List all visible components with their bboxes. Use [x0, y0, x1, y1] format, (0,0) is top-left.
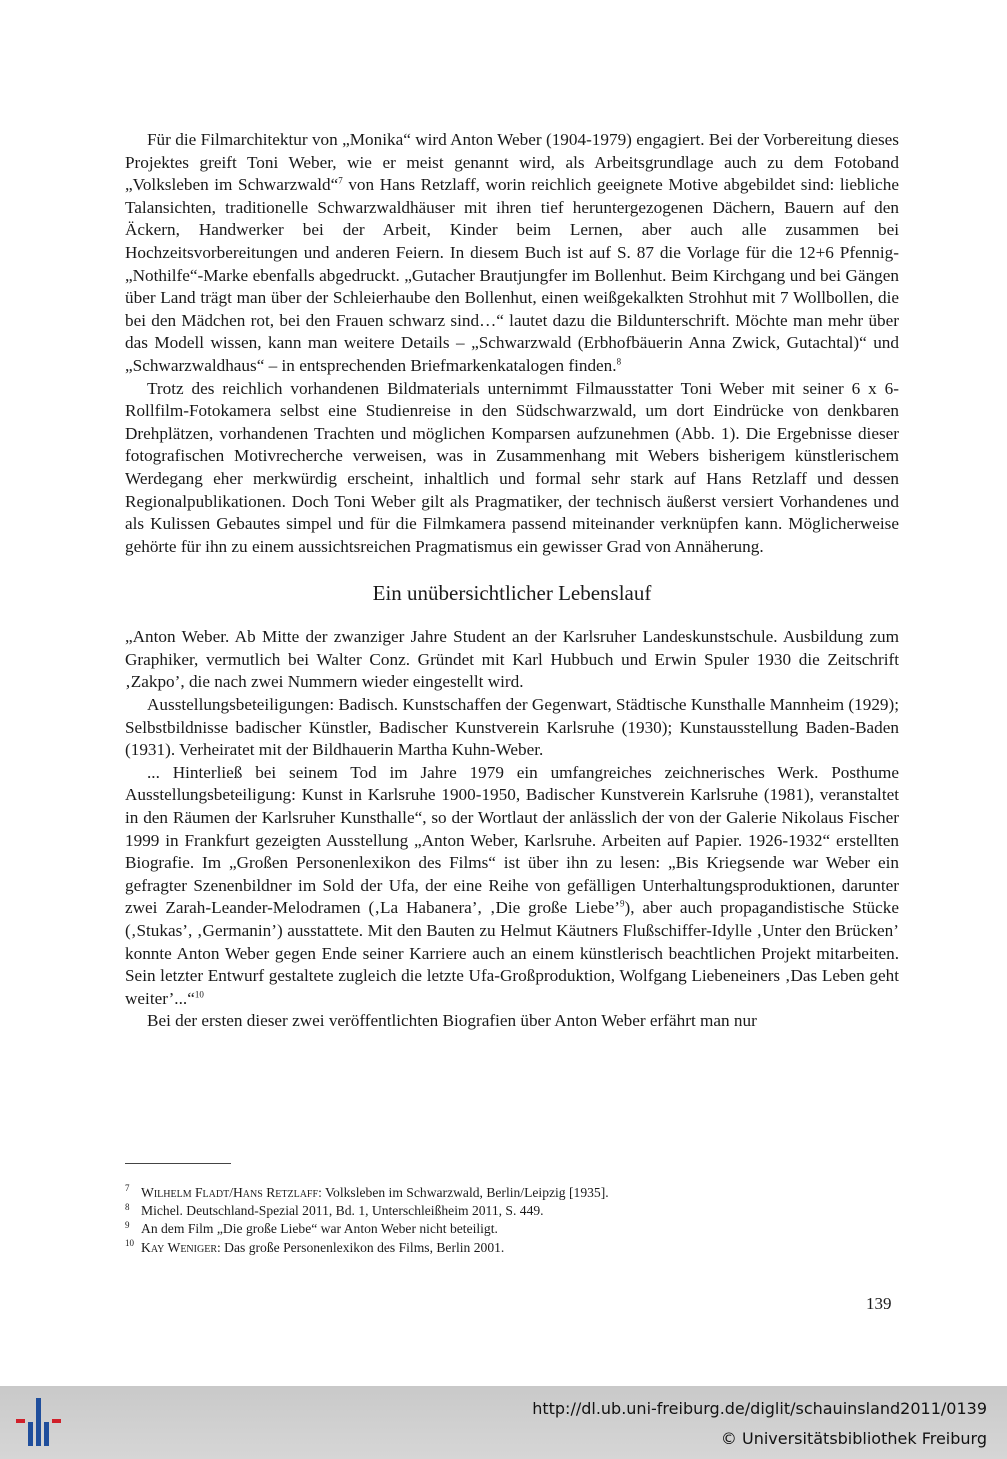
footnote-ref[interactable]: 10 — [194, 989, 204, 1000]
copyright-text: © Universitätsbibliothek Freiburg — [720, 1429, 987, 1448]
footnote: 7 Wilhelm Fladt/Hans Retzlaff: Volksleben im Schwarzwald, Berlin/Leipzig [1935]. — [125, 1183, 609, 1200]
footnote-ref[interactable]: 7 — [338, 175, 343, 186]
footnote-author: Kay Weniger — [141, 1239, 217, 1255]
paragraph: Bei der ersten dieser zwei veröffentlichten Biografien über Anton Weber erfährt man nur — [147, 1011, 757, 1031]
page-body — [125, 129, 899, 1033]
footnote-ref[interactable]: 8 — [616, 356, 622, 367]
paragraph — [125, 129, 899, 378]
footnote-text: An dem Film „Die große Liebe“ war Anton Weber nicht beteiligt. — [141, 1221, 498, 1237]
footnote: 9 An dem Film „Die große Liebe“ war Anton Weber nicht beteiligt. — [125, 1219, 498, 1237]
paragraph-text: ), aber auch propagandistische Stücke (‚Stukas’, ‚Germanin’) ausstattete. Mit den Bauten zu Helmut Käutners Flußschiffer-Idylle ‚Unter den Brücken’ konnte Anton Weber gegen Ende seiner Karriere auch an einem künstlerisch beachtlichen Projekt mitarbeiten. Sein letzter Entwurf gestaltete zugleich die letzte Ufa-Großproduktion, Wolfgang Liebeneiners ‚Das Leben geht weiter’...“ — [125, 898, 899, 1008]
footnotes — [125, 1184, 899, 1257]
section-heading: Ein unübersichtlicher Lebenslauf — [372, 581, 652, 606]
footnote-text: : Das große Personenlexikon des Films, Berlin 2001. — [217, 1239, 505, 1255]
footer-bar — [0, 1386, 1007, 1459]
footnote-text: Michel. Deutschland-Spezial 2011, Bd. 1, Unterschleißheim 2011, S. 449. — [141, 1203, 544, 1219]
paragraph: „Anton Weber. Ab Mitte der zwanziger Jahre Student an der Karlsruher Landeskunstschule. Ausbildung zum Graphiker, vermutlich bei Walter Conz. Gründet mit Karl Hubbuch und Erwin Spuler 1930 die Zeitschrift ‚Zakpo’, die nach zwei Nummern wieder eingestellt wird. — [125, 627, 899, 692]
footnote-ref[interactable]: 9 — [620, 898, 625, 909]
page-number: 139 — [866, 1294, 892, 1313]
footnote-text: : Volksleben im Schwarzwald, Berlin/Leipzig [1935]. — [318, 1185, 609, 1200]
footnote: 10 Kay Weniger: Das große Personenlexikon des Films, Berlin 2001. — [125, 1238, 505, 1255]
paragraph: Ausstellungsbeteiligungen: Badisch. Kunstschaffen der Gegenwart, Städtische Kunsthalle Mannheim (1929); Selbstbildnisse badischer Künstler, Badischer Kunstverein Karlsruhe (1930); Kunstausstellung Baden-Baden (1931). Verheiratet mit der Bildhauerin Martha Kuhn-Weber. — [125, 695, 899, 760]
paragraph — [125, 762, 899, 1011]
footnote: 8 Michel. Deutschland-Spezial 2011, Bd. 1, Unterschleißheim 2011, S. 449. — [125, 1201, 544, 1219]
footnote-divider — [125, 1163, 231, 1164]
paragraph: Trotz des reichlich vorhandenen Bildmaterials unternimmt Filmausstatter Toni Weber mit seiner 6 x 6-Rollfilm-Fotokamera selbst eine Studienreise in den Südschwarzwald, um dort Eindrücke von denkbaren Drehplätzen, vorhandenen Trachten und möglichen Komparsen aufzunehmen (Abb. 1). Die Ergebnisse dieser fotografischen Motivrecherche verweisen, was in Zusammenhang mit Webers bisherigem künstlerischem Werdegang eher merkwürdig erscheint, inhaltlich und formal sehr stark auf Hans Retzlaff und dessen Regionalpublikationen. Doch Toni Weber gilt als Pragmatiker, der technisch äußerst versiert Vorhandenes und als Kulissen Gebautes simpel und für die Filmkamera passend miteinander verknüpfen kann. Möglicherweise gehörte für ihn zu einem aussichtsreichen Pragmatismus ein gewisser Grad von Annäherung. — [125, 378, 899, 556]
document-url-link[interactable]: http://dl.ub.uni-freiburg.de/diglit/schauinsland2011/0139 — [532, 1399, 987, 1418]
paragraph-text: von Hans Retzlaff, worin reichlich geeignete Motive abgebildet sind: liebliche Talansichten, traditionelle Schwarzwaldhäuser mit ihren tief heruntergezogenen Dächern, Bauern auf den Äckern, Handwerker bei der Arbeit, Kinder beim Lernen, aber auch alle zusammen bei Hochzeitsvorbereitungen und anderen Feiern. In diesem Buch ist auf S. 87 die Vorlage für die 12+6 Pfennig-„Nothilfe“-Marke ebenfalls abgedruckt. „Gutacher Brautjungfer im Bollenhut. Beim Kirchgang und bei Gängen über Land trägt man über der Schleierhaube den Bollenhut, einen weißgekalkten Strohhut mit 7 Wollbollen, die bei den Mädchen rot, bei den Frauen schwarz sind…“ lautet dazu die Bildunterschrift. Möchte man mehr über das Modell wissen, kann man weitere Details – „Schwarzwald (Erbhofbäuerin Anna Zwick, Gutachtal)“ und „Schwarzwaldhaus“ – in entsprechenden Briefmarkenkatalogen finden. — [125, 175, 900, 375]
library-logo-icon[interactable] — [14, 1396, 64, 1448]
paragraph-text: Für die Filmarchitektur von „Monika“ wird Anton Weber (1904-1979) engagiert. Bei der Vorbereitung dieses Projektes greift Toni Weber, wie er meist genannt wird, als Arbeitsgrundlage auch zu dem Fotoband „Volksleben im Schwarzwald“ — [125, 130, 899, 195]
footnote-author: Wilhelm Fladt/Hans Retzlaff — [141, 1185, 319, 1200]
paragraph-text: ... Hinterließ bei seinem Tod im Jahre 1979 ein umfangreiches zeichnerisches Werk. Posthume Ausstellungsbeteiligung: Kunst in Karlsruhe 1900-1950, Badischer Kunstverein Karlsruhe (1981), veranstaltet in den Räumen der Karlsruher Kunsthalle“, so der Wortlaut der anlässlich der von der Galerie Nikolaus Fischer 1999 in Frankfurt gezeigten Ausstellung „Anton Weber, Karlsruhe. Arbeiten auf Papier. 1926-1932“ erstellten Biografie. Im „Großen Personenlexikon des Films“ ist über ihn zu lesen: „Bis Kriegsende war Weber ein gefragter Szenenbildner im Sold der Ufa, der eine Reihe von gefälligen Unterhaltungsproduktionen, darunter zwei Zarah-Leander-Melodramen (‚La Habanera’, ‚Die große Liebe’ — [125, 762, 899, 918]
